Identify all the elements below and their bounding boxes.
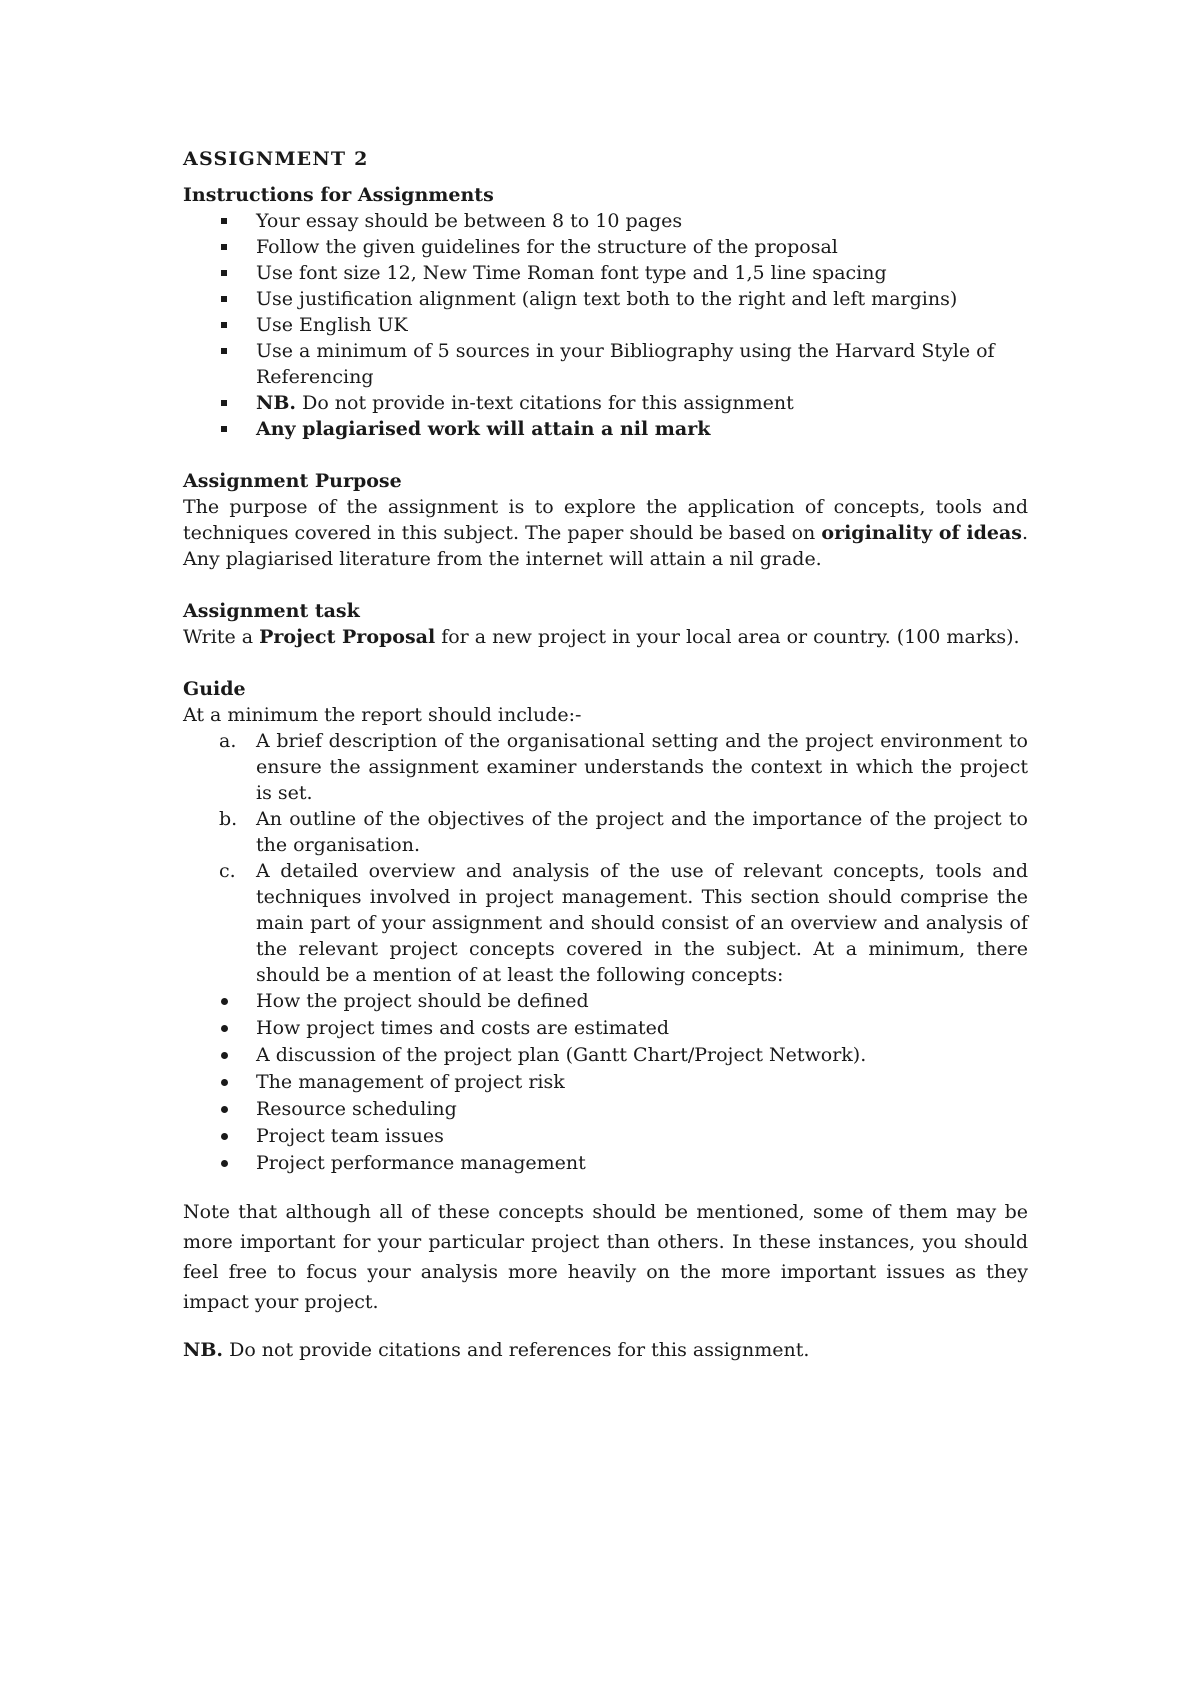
task-text-end: for a new project in your local area or country. (100 marks). <box>435 626 1020 648</box>
nb-label: NB. <box>256 392 297 414</box>
task-heading: Assignment task <box>183 600 360 622</box>
task-bold: Project Proposal <box>259 626 436 648</box>
document-page <box>183 146 1028 1363</box>
list-marker: b. <box>219 808 238 830</box>
list-item-text: A brief description of the organisational setting and the project environment to ensure the assignment examiner understands the context in which the project is set. <box>256 730 1028 804</box>
final-nb-text: Do not provide citations and references for this assignment. <box>223 1339 810 1361</box>
list-item: The management of project risk <box>183 1069 1028 1096</box>
list-item-plagiarism <box>183 416 1028 442</box>
list-item <box>183 806 1028 858</box>
list-item: Resource scheduling <box>183 1096 1028 1123</box>
final-nb-paragraph <box>183 1337 1028 1363</box>
list-item: Use font size 12, New Time Roman font type and 1,5 line spacing <box>183 260 1028 286</box>
list-item-nb <box>183 390 1028 416</box>
list-item: A discussion of the project plan (Gantt Chart/Project Network). <box>183 1042 1028 1069</box>
guide-list <box>183 728 1028 988</box>
instructions-list <box>183 208 1028 442</box>
list-item: Project team issues <box>183 1123 1028 1150</box>
list-item <box>183 728 1028 806</box>
list-item: Follow the given guidelines for the structure of the proposal <box>183 234 1028 260</box>
list-item: Use a minimum of 5 sources in your Bibliography using the Harvard Style of Referencing <box>183 338 1028 390</box>
purpose-text: The purpose of the assignment is to explore the application of concepts, tools and techniques covered in this subject. The paper should be based on <box>183 496 1028 544</box>
list-item: Use justification alignment (align text both to the right and left margins) <box>183 286 1028 312</box>
purpose-text-end: . Any plagiarised literature from the internet will attain a nil grade. <box>183 522 1028 570</box>
concepts-list <box>183 988 1028 1177</box>
list-item-text: An outline of the objectives of the project and the importance of the project to the organisation. <box>256 808 1028 856</box>
list-item-text: A detailed overview and analysis of the use of relevant concepts, tools and techniques involved in project management. This section should comprise the main part of your assignment and should consist of an overview and analysis of the relevant project concepts covered in the subject. At a minimum, there should be a mention of at least the following concepts: <box>256 860 1028 986</box>
purpose-bold: originality of ideas <box>821 522 1022 544</box>
task-paragraph <box>183 624 1028 650</box>
purpose-paragraph <box>183 494 1028 572</box>
list-item: Project performance management <box>183 1150 1028 1177</box>
list-item: Your essay should be between 8 to 10 pages <box>183 208 1028 234</box>
list-item: Use English UK <box>183 312 1028 338</box>
list-item <box>183 858 1028 988</box>
list-marker: a. <box>219 730 237 752</box>
note-paragraph: Note that although all of these concepts should be mentioned, some of them may be more important for your particular project than others. In these instances, you should feel free to focus your analysis more heavily on the more important issues as they impact your project. <box>183 1201 1028 1313</box>
list-item: How the project should be defined <box>183 988 1028 1015</box>
list-marker: c. <box>219 860 236 882</box>
nb-text: Do not provide in-text citations for this assignment <box>296 392 794 414</box>
guide-intro: At a minimum the report should include:- <box>183 704 582 726</box>
instructions-heading: Instructions for Assignments <box>183 184 494 206</box>
plagiarism-warning: Any plagiarised work will attain a nil mark <box>256 418 711 440</box>
final-nb-label: NB. <box>183 1339 224 1361</box>
task-text: Write a <box>183 626 260 648</box>
guide-heading: Guide <box>183 678 246 700</box>
list-item: How project times and costs are estimated <box>183 1015 1028 1042</box>
purpose-heading: Assignment Purpose <box>183 470 402 492</box>
document-title: ASSIGNMENT 2 <box>183 148 369 170</box>
